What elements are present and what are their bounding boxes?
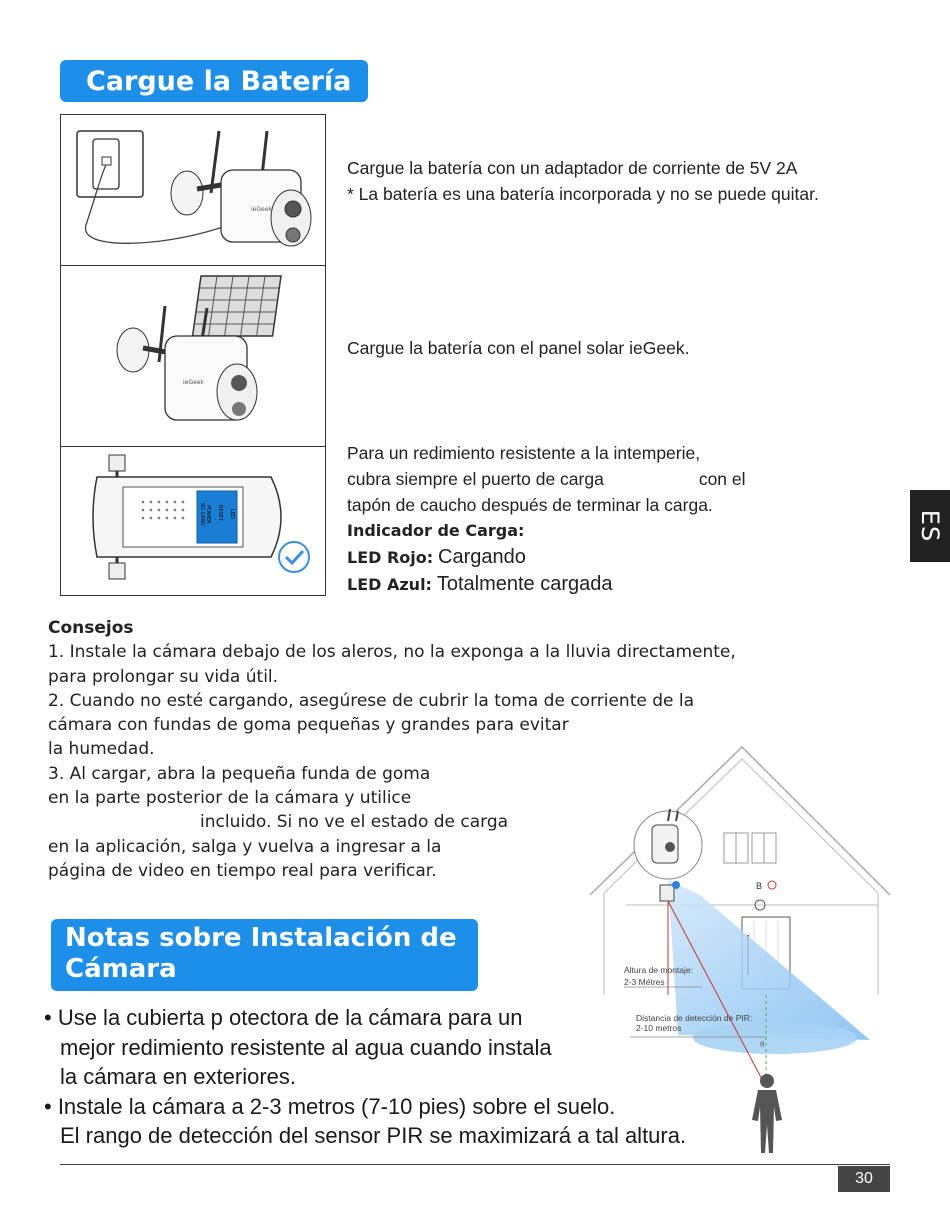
language-tab: ES [910,490,950,562]
tip-line: 3. Al cargar, abra la pequeña funda de goma [48,763,431,784]
led-red-row: LED Rojo: Cargando [347,546,526,568]
power-label: POWER [205,505,211,524]
tip-line: cámara con fundas de goma pequeñas y grandes para evitar [48,715,569,736]
led-blue-row: LED Azul: Totalmente cargada [347,573,613,595]
adapter-charging-illustration [61,115,325,266]
tips-title: Consejos [48,618,134,638]
pir-distance-label: Distancia de detección de PIR: [636,1013,753,1023]
row1-line2: * La batería es una batería incorporada y no se puede quitar. [347,184,819,204]
mount-height-label: Altura de montaje: [624,965,693,975]
row3-line2: cubra siempre el puerto de carga con el [347,469,746,489]
pir-distance-value: 2-10 metros [636,1023,682,1033]
row1-description [347,155,892,207]
brand-label: ieGeek [251,206,272,213]
bullet-line: la cámara en exteriores. [60,1064,296,1089]
row3-line1: Para un redimiento resistente a la intemperie, [347,443,701,463]
indicator-title: Indicador de Carga: [347,521,525,540]
mark-b: B [756,881,763,891]
sdcard-label: SD CARD [199,503,205,526]
bullet-line: • Use la cubierta p otectora de la cámara para un [44,1005,523,1030]
row2-description [347,335,892,361]
row3-line3: tapón de caucho después de terminar la carga. [347,495,713,515]
section-title-charge-battery: Cargue la Batería [60,60,368,102]
page-number: 30 [838,1166,890,1192]
row3-description [347,440,867,598]
installation-diagram [590,745,890,1165]
row2-line1: Cargue la batería con el panel solar ieGeek. [347,338,690,358]
bullet-line: mejor redimiento resistente al agua cuando instala [60,1034,552,1060]
person-icon [752,1074,782,1153]
tip-line: 1. Instale la cámara debajo de los aleros, no la exponga a la lluvia directamente, [48,642,736,663]
led-label: LED [229,509,235,519]
footer-divider [60,1164,890,1165]
tip-line: incluido. Si no ve el estado de carga [200,812,509,833]
brand-label-2: ieGeek [183,379,204,386]
illustration-table [60,114,326,596]
bullet-line: El rango de detección del sensor PIR se maximizará a tal altura. [60,1123,687,1148]
bullet-line: • Instale la cámara a 2-3 metros (7-10 pies) sobre el suelo. [44,1093,616,1119]
tip-line: para prolongar su vida útil. [48,666,279,687]
angle-symbol: θ [760,1040,765,1049]
tip-line: página de video en tiempo real para verificar. [48,860,437,881]
solar-charging-illustration [61,266,325,447]
tip-line: en la aplicación, salga y vuelva a ingresar a la [48,836,442,857]
row1-line1: Cargue la batería con un adaptador de corriente de 5V 2A [347,158,798,178]
reset-label: RESET [217,505,223,522]
tip-line: la humedad. [48,739,155,760]
mount-height-value: 2-3 Métres [624,977,665,987]
section-title-installation-notes: Notas sobre Instalación de Cámara [51,919,478,991]
charging-port-illustration [61,447,325,595]
tip-line: 2. Cuando no esté cargando, asegúrese de cubrir la toma de corriente de la [48,690,695,711]
tip-line: en la parte posterior de la cámara y utilice [48,788,412,809]
